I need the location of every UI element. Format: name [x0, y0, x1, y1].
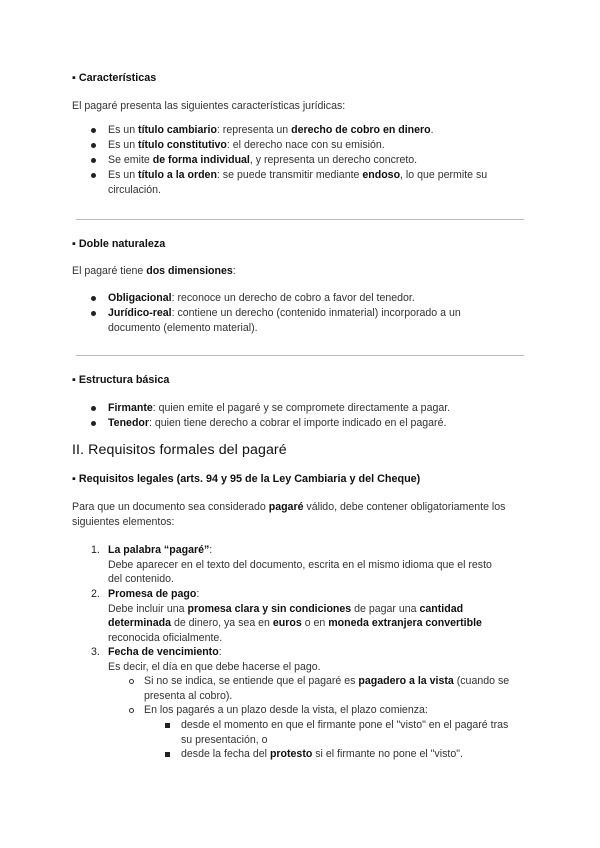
chapter-title: II. Requisitos formales del pagaré: [72, 442, 287, 458]
paragraph-intro: Para que un documento sea considerado pagaré válido, debe contener obligatoriamente los siguientes elementos:: [72, 501, 506, 528]
paragraph-intro: El pagaré tiene dos dimensiones:: [72, 265, 236, 277]
sub-sub-list-item: desde el momento en que el firmante pone el "visto" en el pagaré tras su presentación, o: [181, 719, 509, 746]
sub-list-item: Si no se indica, se entiende que el pagaré es pagadero a la vista (cuando se presenta al cobro).: [144, 675, 510, 702]
sub-list-item: En los pagarés a un plazo desde la vista, el plazo comienza:: [144, 704, 428, 716]
bullet-icon: [91, 421, 96, 426]
section-heading-requisitos-legales: ▪ Requisitos legales (arts. 94 y 95 de la Ley Cambiaria y del Cheque): [72, 473, 421, 485]
sub-sub-list-item: desde la fecha del protesto si el firmante no pone el "visto".: [181, 748, 463, 760]
list-item: Jurídico-real: contiene un derecho (contenido inmaterial) incorporado a un documento (elemento material).: [108, 307, 461, 334]
list-item: Se emite de forma individual, y representa un derecho concreto.: [108, 154, 418, 166]
list-item-palabra-pagare: La palabra “pagaré”: Debe aparecer en el texto del documento, escrita en el mismo idioma que el resto del contenido.: [108, 544, 492, 585]
section-heading-doble-naturaleza: ▪ Doble naturaleza: [72, 238, 166, 250]
list-item-fecha-vencimiento: Fecha de vencimiento: Es decir, el día en que debe hacerse el pago.: [108, 646, 321, 673]
list-number: 2.: [91, 588, 100, 600]
bullet-icon: [91, 311, 96, 316]
horizontal-divider: [76, 355, 524, 356]
square-bullet-icon: [165, 723, 170, 728]
bullet-icon: [91, 296, 96, 301]
bullet-icon: [91, 406, 96, 411]
bullet-icon: [91, 128, 96, 133]
circle-bullet-icon: [129, 708, 134, 713]
section-heading-caracteristicas: ▪ Características: [72, 72, 157, 84]
list-item-promesa-de-pago: Promesa de pago: Debe incluir una promesa clara y sin condiciones de pagar una cantidad determinada de dinero, ya sea en euros o en moneda extranjera convertible reconocida oficialmente.: [108, 588, 482, 644]
list-item: Tenedor: quien tiene derecho a cobrar el importe indicado en el pagaré.: [108, 417, 447, 429]
horizontal-divider: [76, 219, 524, 220]
bullet-icon: [91, 173, 96, 178]
list-number: 3.: [91, 646, 100, 658]
bullet-icon: [91, 158, 96, 163]
paragraph-intro: El pagaré presenta las siguientes características jurídicas:: [72, 100, 346, 112]
square-bullet-icon: [165, 752, 170, 757]
circle-bullet-icon: [129, 679, 134, 684]
list-item: Obligacional: reconoce un derecho de cobro a favor del tenedor.: [108, 292, 415, 304]
bullet-icon: [91, 143, 96, 148]
list-item: Firmante: quien emite el pagaré y se compromete directamente a pagar.: [108, 402, 451, 414]
list-item: Es un título a la orden: se puede transmitir mediante endoso, lo que permite su circulación.: [108, 169, 488, 196]
list-number: 1.: [91, 544, 100, 556]
section-heading-estructura-basica: ▪ Estructura básica: [72, 374, 170, 386]
list-item: Es un título constitutivo: el derecho nace con su emisión.: [108, 139, 385, 151]
list-item: Es un título cambiario: representa un derecho de cobro en dinero.: [108, 124, 434, 136]
